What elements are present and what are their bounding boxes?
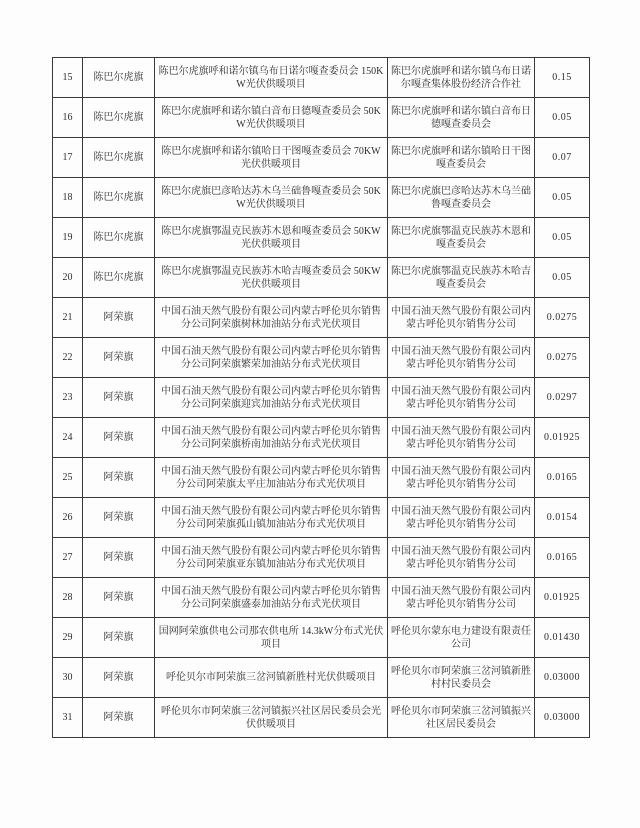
row-value-cell: 0.15 [535, 58, 590, 98]
table-row [53, 618, 590, 658]
row-project-cell: 陈巴尔虎旗鄂温克民族苏木哈吉嘎查委员会 50KW光伏供暖项目 [155, 258, 388, 298]
pv-projects-table [52, 57, 590, 738]
row-banner-cell: 阿荣旗 [83, 538, 155, 578]
row-value-cell: 0.0154 [535, 498, 590, 538]
row-banner-cell: 阿荣旗 [83, 338, 155, 378]
row-owner-cell: 中国石油天然气股份有限公司内蒙古呼伦贝尔销售分公司 [388, 458, 535, 498]
row-project-cell: 呼伦贝尔市阿荣旗三岔河镇新胜村光伏供暖项目 [155, 658, 388, 698]
row-project-cell: 中国石油天然气股份有限公司内蒙古呼伦贝尔销售分公司阿荣旗树林加油站分布式光伏项目 [155, 298, 388, 338]
row-value-cell: 0.0297 [535, 378, 590, 418]
row-project-cell: 中国石油天然气股份有限公司内蒙古呼伦贝尔销售分公司阿荣旗孤山镇加油站分布式光伏项目 [155, 498, 388, 538]
row-owner-cell: 中国石油天然气股份有限公司内蒙古呼伦贝尔销售分公司 [388, 498, 535, 538]
row-index-cell: 23 [53, 378, 83, 418]
table-row [53, 658, 590, 698]
row-index-cell: 27 [53, 538, 83, 578]
row-owner-cell: 中国石油天然气股份有限公司内蒙古呼伦贝尔销售分公司 [388, 338, 535, 378]
row-banner-cell: 陈巴尔虎旗 [83, 218, 155, 258]
row-value-cell: 0.0165 [535, 458, 590, 498]
row-value-cell: 0.05 [535, 178, 590, 218]
row-value-cell: 0.01925 [535, 578, 590, 618]
row-banner-cell: 阿荣旗 [83, 378, 155, 418]
row-index-cell: 16 [53, 98, 83, 138]
row-banner-cell: 阿荣旗 [83, 618, 155, 658]
table-row [53, 338, 590, 378]
row-value-cell: 0.0165 [535, 538, 590, 578]
row-owner-cell: 呼伦贝尔市阿荣旗三岔河镇新胜村村民委员会 [388, 658, 535, 698]
row-project-cell: 中国石油天然气股份有限公司内蒙古呼伦贝尔销售分公司阿荣旗盛泰加油站分布式光伏项目 [155, 578, 388, 618]
table-row [53, 98, 590, 138]
row-value-cell: 0.01430 [535, 618, 590, 658]
table-row [53, 258, 590, 298]
row-banner-cell: 陈巴尔虎旗 [83, 138, 155, 178]
row-value-cell: 0.0275 [535, 338, 590, 378]
row-owner-cell: 陈巴尔虎旗呼和诺尔镇哈日干图嘎查委员会 [388, 138, 535, 178]
row-value-cell: 0.01925 [535, 418, 590, 458]
row-value-cell: 0.05 [535, 218, 590, 258]
row-banner-cell: 陈巴尔虎旗 [83, 58, 155, 98]
row-owner-cell: 中国石油天然气股份有限公司内蒙古呼伦贝尔销售分公司 [388, 298, 535, 338]
row-owner-cell: 陈巴尔虎旗巴彦哈达苏木乌兰础鲁嘎查委员会 [388, 178, 535, 218]
row-value-cell: 0.03000 [535, 658, 590, 698]
row-value-cell: 0.05 [535, 258, 590, 298]
row-index-cell: 29 [53, 618, 83, 658]
row-project-cell: 陈巴尔虎旗鄂温克民族苏木恩和嘎查委员会 50KW光伏供暖项目 [155, 218, 388, 258]
table-row [53, 58, 590, 98]
row-owner-cell: 中国石油天然气股份有限公司内蒙古呼伦贝尔销售分公司 [388, 378, 535, 418]
row-project-cell: 中国石油天然气股份有限公司内蒙古呼伦贝尔销售分公司阿荣旗繁荣加油站分布式光伏项目 [155, 338, 388, 378]
row-index-cell: 18 [53, 178, 83, 218]
table-row [53, 178, 590, 218]
row-index-cell: 21 [53, 298, 83, 338]
table-row [53, 698, 590, 738]
table-row [53, 458, 590, 498]
row-value-cell: 0.05 [535, 98, 590, 138]
row-owner-cell: 中国石油天然气股份有限公司内蒙古呼伦贝尔销售分公司 [388, 418, 535, 458]
row-project-cell: 中国石油天然气股份有限公司内蒙古呼伦贝尔销售分公司阿荣旗迎宾加油站分布式光伏项目 [155, 378, 388, 418]
row-value-cell: 0.0275 [535, 298, 590, 338]
row-value-cell: 0.03000 [535, 698, 590, 738]
row-banner-cell: 阿荣旗 [83, 578, 155, 618]
row-banner-cell: 阿荣旗 [83, 298, 155, 338]
row-index-cell: 20 [53, 258, 83, 298]
row-banner-cell: 阿荣旗 [83, 698, 155, 738]
table-row [53, 138, 590, 178]
row-index-cell: 28 [53, 578, 83, 618]
row-owner-cell: 中国石油天然气股份有限公司内蒙古呼伦贝尔销售分公司 [388, 578, 535, 618]
row-project-cell: 中国石油天然气股份有限公司内蒙古呼伦贝尔销售分公司阿荣旗桥南加油站分布式光伏项目 [155, 418, 388, 458]
row-banner-cell: 陈巴尔虎旗 [83, 178, 155, 218]
row-banner-cell: 阿荣旗 [83, 498, 155, 538]
row-index-cell: 26 [53, 498, 83, 538]
row-project-cell: 陈巴尔虎旗呼和诺尔镇乌布日诺尔嘎查委员会 150KW光伏供暖项目 [155, 58, 388, 98]
row-banner-cell: 阿荣旗 [83, 418, 155, 458]
row-project-cell: 中国石油天然气股份有限公司内蒙古呼伦贝尔销售分公司阿荣旗亚东镇加油站分布式光伏项目 [155, 538, 388, 578]
row-project-cell: 陈巴尔虎旗呼和诺尔镇哈日干图嘎查委员会 70KW光伏供暖项目 [155, 138, 388, 178]
table-row [53, 578, 590, 618]
row-value-cell: 0.07 [535, 138, 590, 178]
row-owner-cell: 陈巴尔虎旗呼和诺尔镇乌布日诺尔嘎查集体股份经济合作社 [388, 58, 535, 98]
row-project-cell: 陈巴尔虎旗巴彦哈达苏木乌兰础鲁嘎查委员会 50KW光伏供暖项目 [155, 178, 388, 218]
row-project-cell: 呼伦贝尔市阿荣旗三岔河镇振兴社区居民委员会光伏供暖项目 [155, 698, 388, 738]
row-index-cell: 31 [53, 698, 83, 738]
row-index-cell: 30 [53, 658, 83, 698]
row-owner-cell: 陈巴尔虎旗鄂温克民族苏木恩和嘎查委员会 [388, 218, 535, 258]
row-project-cell: 国网阿荣旗供电公司那农供电所 14.3kW分布式光伏项目 [155, 618, 388, 658]
table-row [53, 418, 590, 458]
row-project-cell: 中国石油天然气股份有限公司内蒙古呼伦贝尔销售分公司阿荣旗太平庄加油站分布式光伏项目 [155, 458, 388, 498]
table-row [53, 498, 590, 538]
table-row [53, 298, 590, 338]
row-index-cell: 19 [53, 218, 83, 258]
row-banner-cell: 陈巴尔虎旗 [83, 98, 155, 138]
row-owner-cell: 陈巴尔虎旗呼和诺尔镇白音布日德嘎查委员会 [388, 98, 535, 138]
row-index-cell: 17 [53, 138, 83, 178]
row-owner-cell: 陈巴尔虎旗鄂温克民族苏木哈吉嘎查委员会 [388, 258, 535, 298]
row-owner-cell: 呼伦贝尔市阿荣旗三岔河镇振兴社区居民委员会 [388, 698, 535, 738]
row-banner-cell: 阿荣旗 [83, 658, 155, 698]
row-owner-cell: 呼伦贝尔蒙东电力建设有限责任公司 [388, 618, 535, 658]
table-row [53, 538, 590, 578]
row-owner-cell: 中国石油天然气股份有限公司内蒙古呼伦贝尔销售分公司 [388, 538, 535, 578]
row-project-cell: 陈巴尔虎旗呼和诺尔镇白音布日德嘎查委员会 50KW光伏供暖项目 [155, 98, 388, 138]
row-index-cell: 24 [53, 418, 83, 458]
table-row [53, 378, 590, 418]
row-banner-cell: 陈巴尔虎旗 [83, 258, 155, 298]
row-index-cell: 25 [53, 458, 83, 498]
row-index-cell: 15 [53, 58, 83, 98]
table-row [53, 218, 590, 258]
row-banner-cell: 阿荣旗 [83, 458, 155, 498]
row-index-cell: 22 [53, 338, 83, 378]
table-body [53, 58, 590, 738]
